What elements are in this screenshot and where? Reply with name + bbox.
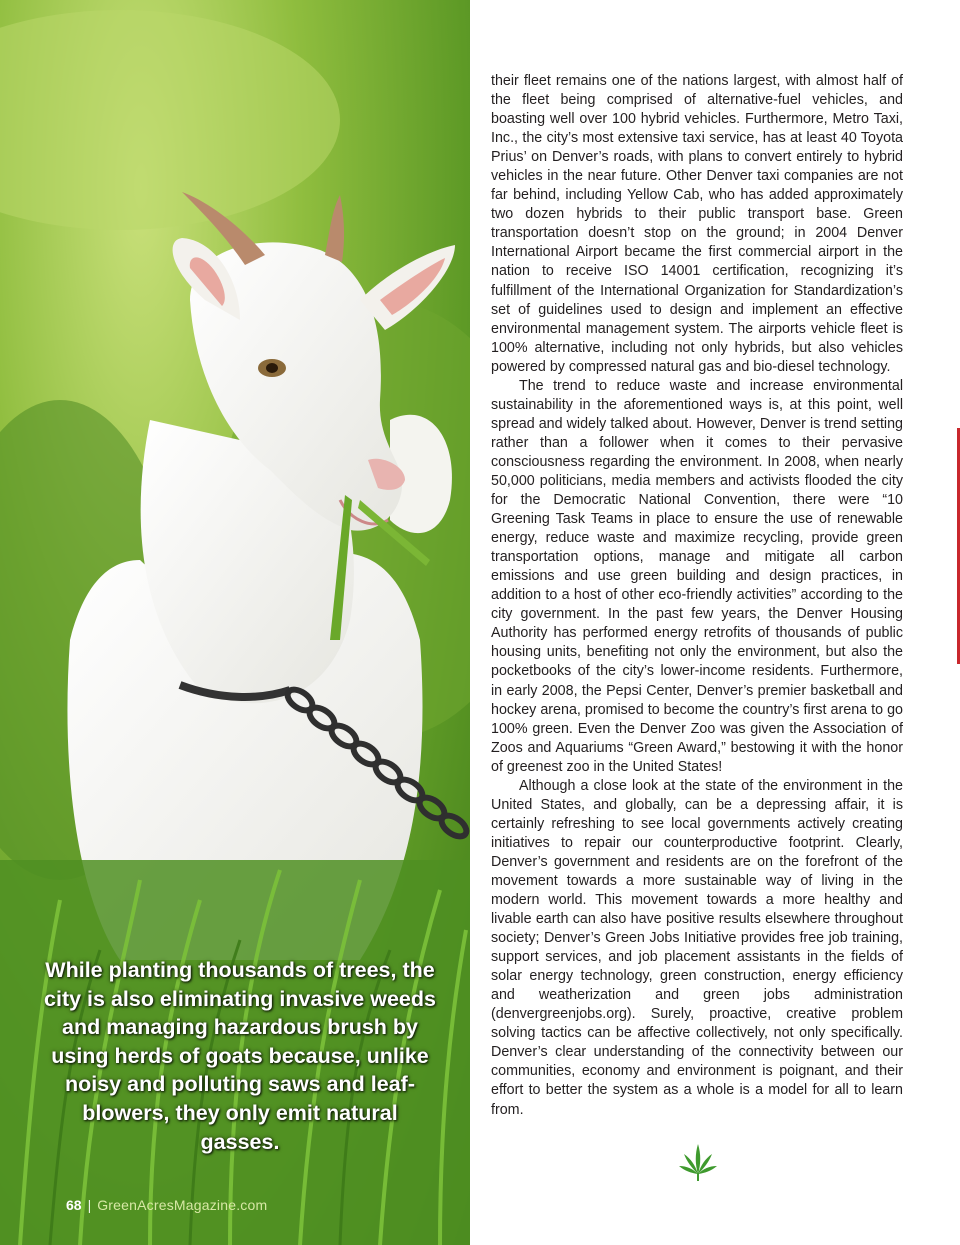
photo-caption: While planting thousands of trees, the city is also eliminating invasive weeds and managing hazardous brush by using herds of goats because, unlike noisy and polluting saws and leaf-blowers, they only emit natural gasses. bbox=[44, 958, 436, 1154]
article-paragraph: The trend to reduce waste and increase environmental sustainability in the aforementioned ways is, at this point, well spread and widely talked about. However, Denver is trend setting rather than a follower when it comes to their pervasive consciousness regarding the environment. In 2008, when nearly 50,000 politicians, media members and activists flooded the city for the Democratic National Convention, there were “10 Greening Task Teams in place to ensure the use of renewable energy, reduce waste and maximize recycling, provide green transportation options, manage and mitigate all carbon emissions and use green building and design practices, in addition to a host of other eco-friendly activities” according to the city government. In the past few years, the Denver Housing Authority has performed energy retrofits of thousands of public housing units, benefiting not only the environment, but also the pocketbooks of the city’s lower-income residents. Furthermore, in early 2008, the Pepsi Center, Denver’s premier basketball and hockey arena, promised to become the country’s first arena to go 100% green. Even the Denver Zoo was given the Association of Zoos and Aquariums “Green Award,” bestowing it with the honor of greenest zoo in the United States! bbox=[491, 377, 903, 775]
article-body bbox=[491, 72, 903, 1120]
footer-site: GreenAcresMagazine.com bbox=[97, 1197, 268, 1213]
page-number: 68 bbox=[66, 1197, 82, 1213]
article-paragraph: Although a close look at the state of the environment in the United States, and globally, can be a depressing affair, it is certainly refreshing to see local governments actively creating initiatives to repair our counterproductive footprint. Clearly, Denver’s government and residents are on the forefront of the movement towards a more sustainable way of living in the modern world. This movement towards a more healthy and livable earth can also have positive results elsewhere throughout society; Denver’s Green Jobs Initiative provides free job training, support services, and job placement assistants in the fields of solar energy technology, green construction, energy efficiency and weatherization and green jobs administration (denvergreenjobs.org). Surely, proactive, creative problem solving tactics can be affective collectively, not only specifically. Denver’s clear understanding of the connectivity between our communities, economy and environment is poignant, and their effort to better the system as a whole is a model for all to learn from. bbox=[491, 777, 903, 1118]
page-footer bbox=[66, 1197, 267, 1213]
cannabis-leaf-icon bbox=[678, 1144, 718, 1182]
footer-separator: | bbox=[87, 1197, 92, 1213]
article-paragraph: their fleet remains one of the nations largest, with almost half of the fleet being comprised of alternative-fuel vehicles, and boasting well over 100 hybrid vehicles. Furthermore, Metro Taxi, Inc., the city’s most extensive taxi service, has at least 40 Toyota Prius’ on Denver’s roads, with plans to convert entirely to hybrid vehicles in the near future. Other Denver taxi companies are not far behind, including Yellow Cab, who has added approximately two dozen hybrids to their public transport base. Green transportation doesn’t stop on the ground; in 2004 Denver International Airport became the first commercial airport in the nation to receive ISO 14001 certification, recognizing it’s fulfillment of the International Organization for Standardization’s set of guidelines used to design and implement an effective environmental management system. The airports vehicle fleet is 100% alternative, including not only hybrids, but also vehicles powered by compressed natural gas and bio-diesel technology. bbox=[491, 73, 903, 375]
